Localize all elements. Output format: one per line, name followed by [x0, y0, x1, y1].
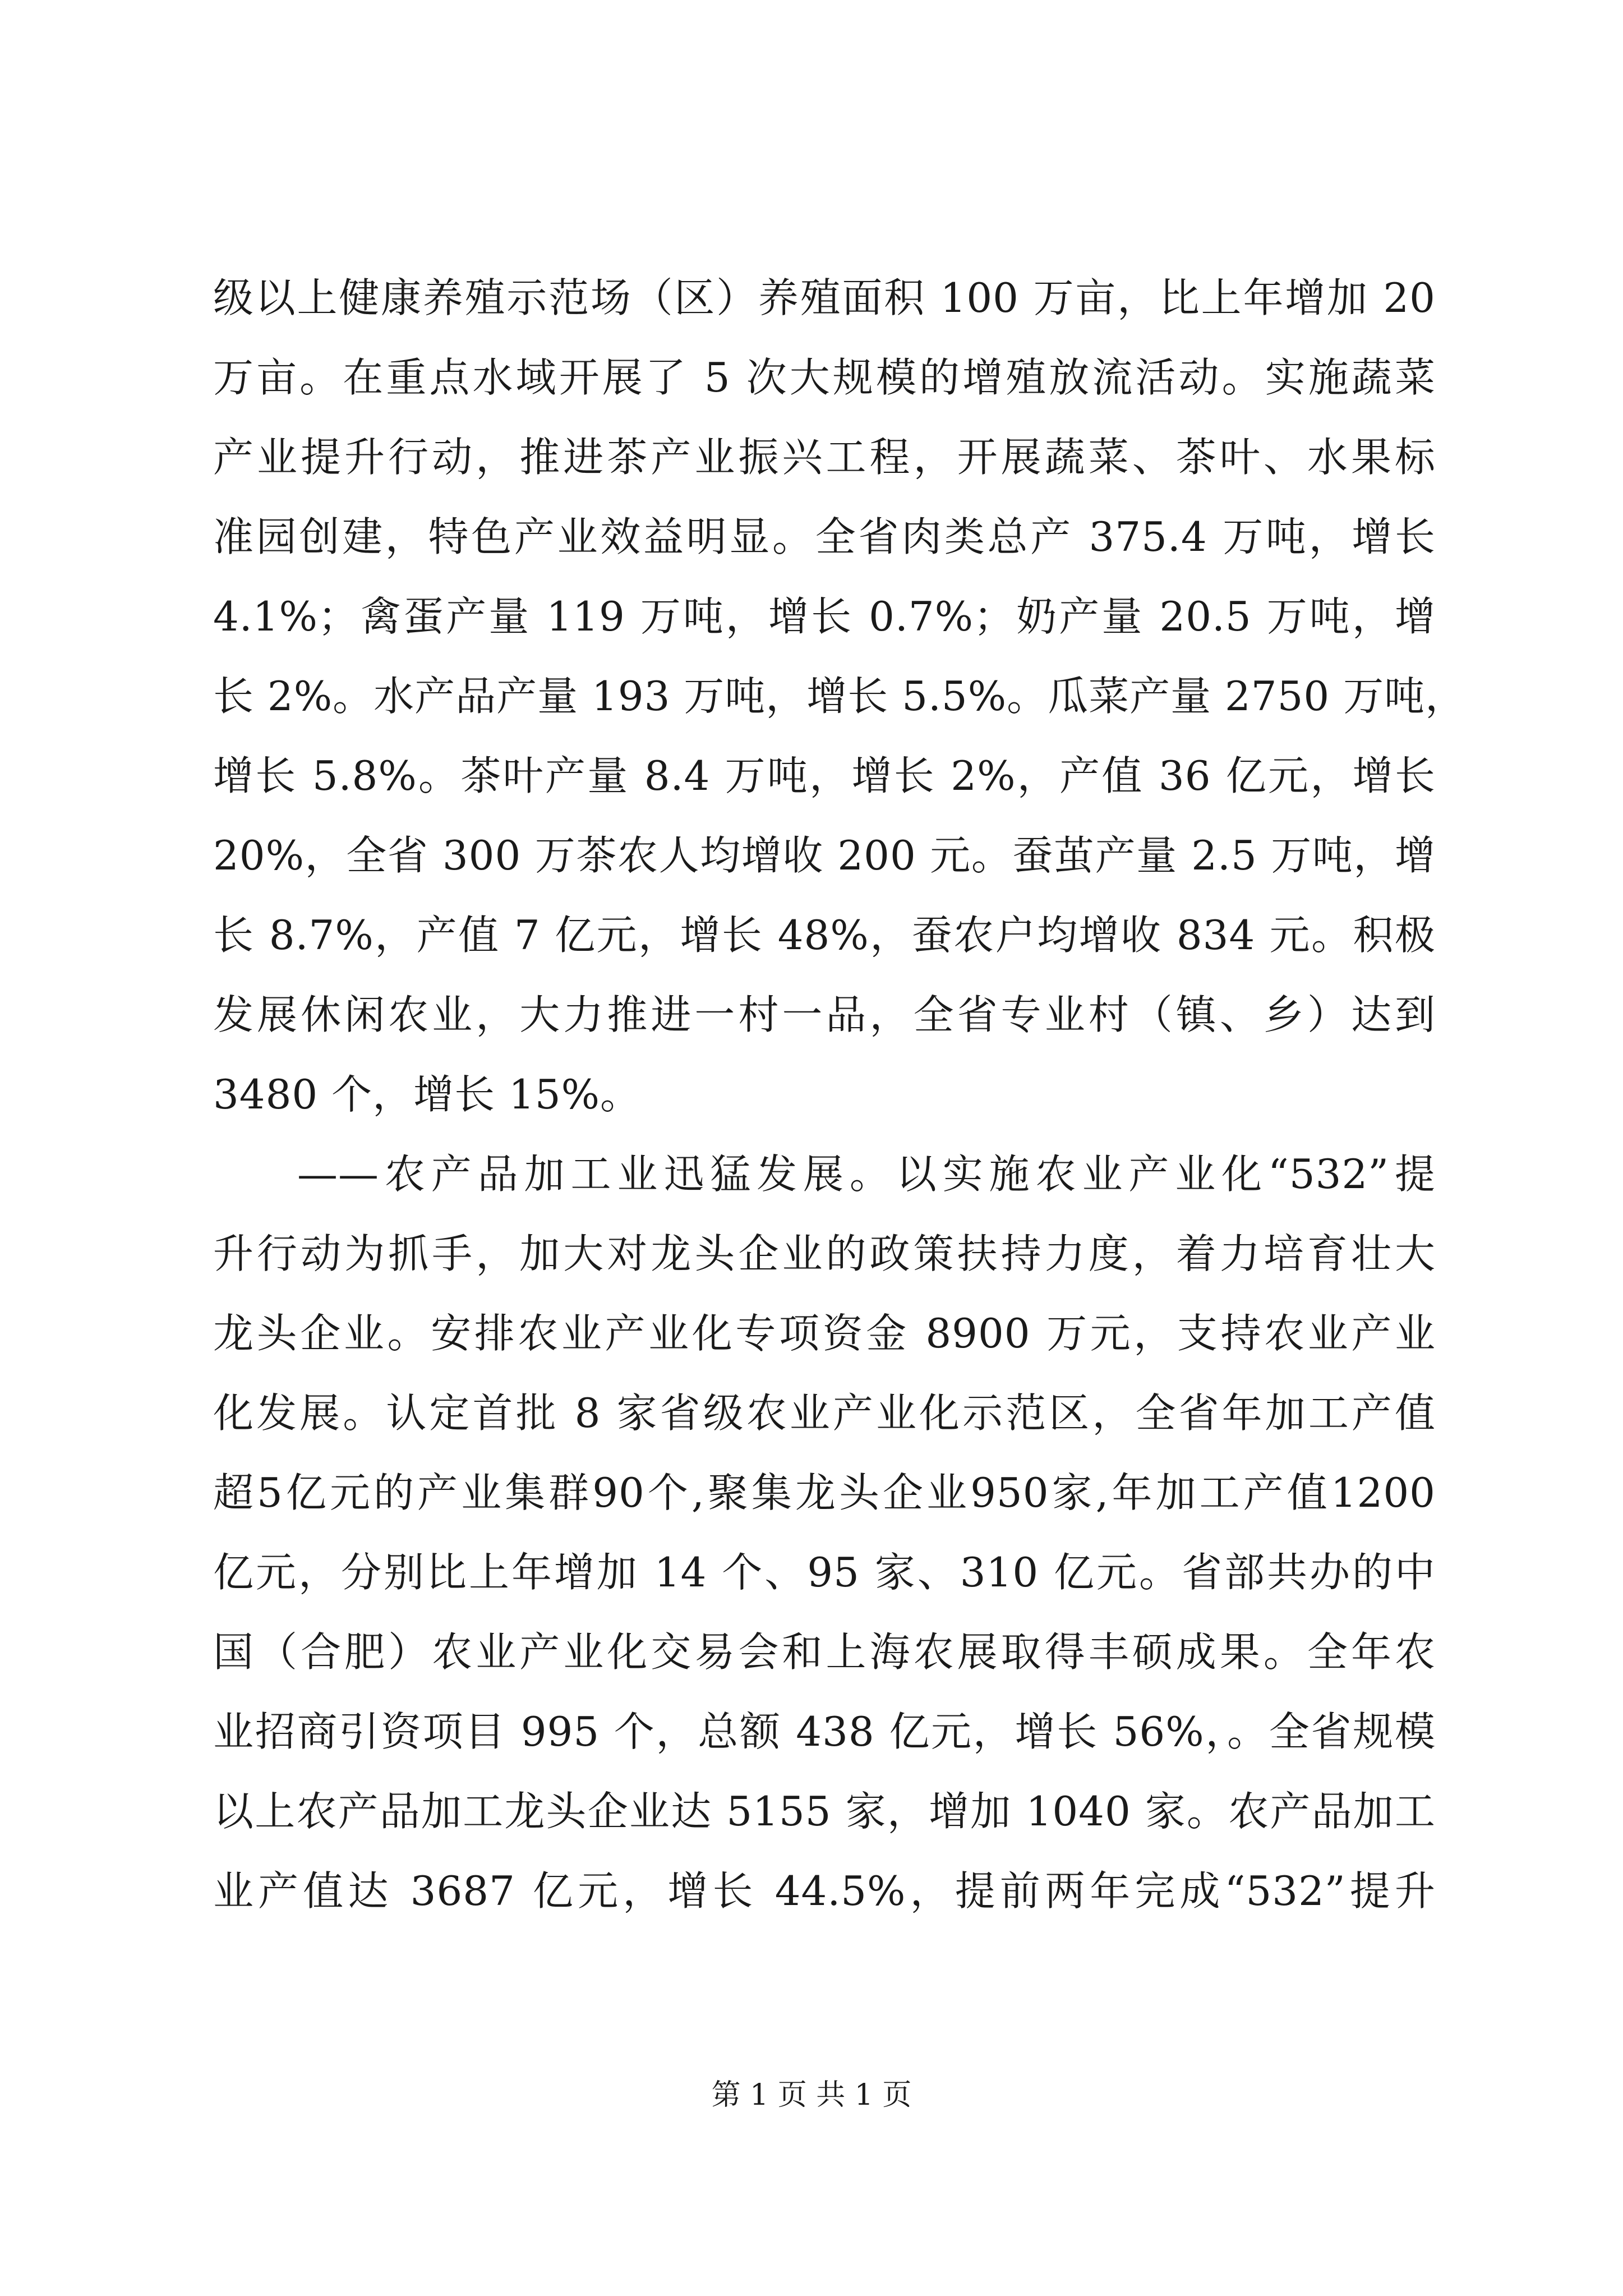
text-line: 超5亿元的产业集群90个,聚集龙头企业950家,年加工产值1200 [213, 1469, 1436, 1516]
text-line: ——农产品加工业迅猛发展。以实施农业产业化“532”提 [297, 1151, 1436, 1198]
text-line: 4.1%；禽蛋产量 119 万吨，增长 0.7%；奶产量 20.5 万吨，增 [213, 593, 1436, 640]
page-number-footer: 第 1 页 共 1 页 [711, 2078, 912, 2112]
body-text [213, 258, 1467, 1931]
text-line: 业产值达 3687 亿元，增长 44.5%，提前两年完成“532”提升 [213, 1867, 1436, 1915]
paragraph-1 [213, 258, 1467, 1134]
text-line: 业招商引资项目 995 个，总额 438 亿元，增长 56%，。全省规模 [213, 1708, 1436, 1755]
paragraph-2 [213, 1134, 1436, 1931]
text-line: 国（合肥）农业产业化交易会和上海农展取得丰硕成果。全年农 [213, 1628, 1436, 1676]
text-line: 产业提升行动，推进茶产业振兴工程，开展蔬菜、茶叶、水果标 [213, 434, 1436, 481]
text-line: 20%，全省 300 万茶农人均增收 200 元。蚕茧产量 2.5 万吨，增 [213, 832, 1436, 879]
text-line: 长 2%。水产品产量 193 万吨，增长 5.5%。瓜菜产量 2750 万吨， [213, 673, 1467, 720]
text-line: 3480 个，增长 15%。 [213, 1071, 642, 1118]
text-line: 亿元，分别比上年增加 14 个、95 家、310 亿元。省部共办的中 [213, 1549, 1436, 1596]
text-line: 以上农产品加工龙头企业达 5155 家，增加 1040 家。农产品加工 [213, 1788, 1436, 1835]
text-line: 级以上健康养殖示范场（区）养殖面积 100 万亩，比上年增加 20 [213, 274, 1436, 321]
text-line: 准园创建，特色产业效益明显。全省肉类总产 375.4 万吨，增长 [213, 513, 1436, 560]
text-line: 万亩。在重点水域开展了 5 次大规模的增殖放流活动。实施蔬菜 [213, 354, 1436, 401]
text-line: 发展休闲农业，大力推进一村一品，全省专业村（镇、乡）达到 [213, 991, 1436, 1038]
text-line: 升行动为抓手，加大对龙头企业的政策扶持力度，着力培育壮大 [213, 1230, 1436, 1277]
text-line: 长 8.7%，产值 7 亿元，增长 48%，蚕农户均增收 834 元。积极 [213, 912, 1436, 959]
text-line: 化发展。认定首批 8 家省级农业产业化示范区，全省年加工产值 [213, 1389, 1436, 1437]
text-line: 增长 5.8%。茶叶产量 8.4 万吨，增长 2%，产值 36 亿元，增长 [213, 752, 1436, 799]
text-line: 龙头企业。安排农业产业化专项资金 8900 万元，支持农业产业 [213, 1310, 1436, 1357]
